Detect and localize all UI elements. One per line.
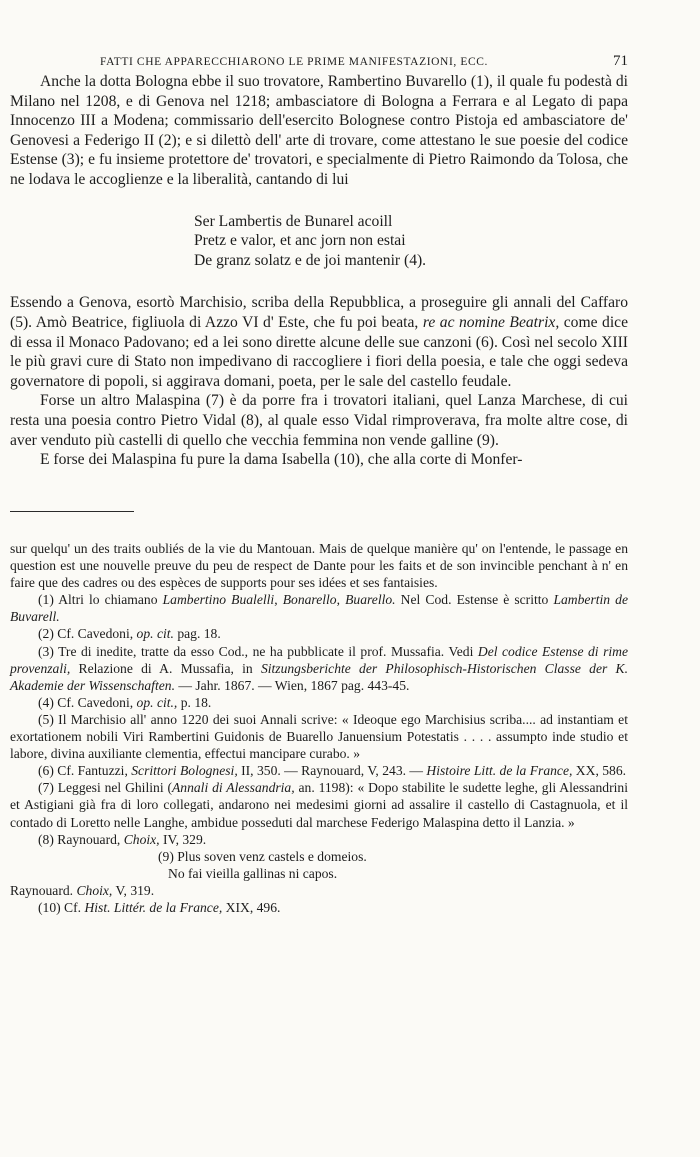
footnote-3 [10, 643, 628, 694]
footnote-9-source [10, 882, 628, 899]
fn9-verse-line-2: No fai vieilla gallinas ni capos. [168, 865, 338, 881]
verse-quotation [194, 212, 628, 271]
paragraph-4: E forse dei Malaspina fu pure la dama Isabella (10), che alla corte di Monfer- [40, 451, 523, 469]
fn6-text-b: II, 350. — Raynouard, V, 243. — [237, 763, 427, 779]
fn9-src-italic: Choix, [76, 882, 113, 898]
paragraph-2-part-b: come dice di essa il Monaco Padovano; ed a lei sono dirette alcune delle sue canzoni (6). Così nel secolo XIII le più gravi cure di Stato non impedivano di raccogliere i fiori della poesia, e tale che oggi sedeva governatore di popoli, si aggirava domani, poeta, per le sale del castello feudale. [10, 313, 629, 390]
page-number: 71 [613, 53, 628, 69]
footnote-5: (5) Il Marchisio all' anno 1220 dei suoi Annali scrive: « Ideoque ego Marchisius scriba.... ad instantiam et exortationem nobili Viri Rambertini Guidonis de Buarello Januensium Potestatis . . . . assumpto inde studio et labore, divina auxiliante clementia, effectui mancipare curabo. » [10, 711, 628, 762]
fn8-text-b: IV, 329. [159, 831, 207, 847]
fn9-src-text-a: Raynouard. [10, 882, 77, 898]
fn6-italic-2: Histoire Litt. de la France, [426, 763, 573, 779]
fn3-text-b: Relazione di A. Mussafia, in [70, 660, 261, 676]
fn3-italic-2: Sitzungsberichte der Philosophisch-Historischen Classe der K. Akademie der Wissenschaften. [10, 660, 628, 693]
fn6-italic-1: Scrittori Bolognesi, [131, 763, 238, 779]
fn8-italic: Choix, [123, 831, 160, 847]
fn1-text-a: (1) Altri lo chiamano [38, 592, 163, 608]
paragraph-2-part-a: Essendo a Genova, esortò Marchisio, scriba della Repubblica, a proseguire gli annali del Caffaro (5). Amò Beatrice, figliuola di Azzo VI d' Este, che fu poi beata, [10, 294, 628, 331]
paragraph-1: Anche la dotta Bologna ebbe il suo trovatore, Rambertino Buvarello (1), il quale fu podestà di Milano nel 1208, e di Genova nel 1218; ambasciatore di Bologna a Ferrara e al Legato di papa Innocenzo III a Modena; commissario dell'esercito Bolognese contro Pistoja ed ambasciatore de' Genovesi a Federigo II (2); e si dilettò dell' arte di trovare, come attestano le sue poesie del codice Estense (3); e fu insieme protettore de' trovatori, e specialmente di Pietro Raimondo da Tolosa, che ne lodava le accoglienze e la liberalità, cantando di lui [10, 73, 628, 188]
footnote-7 [10, 779, 628, 830]
fn1-text-b: Nel Cod. Estense è scritto [395, 592, 554, 608]
footnote-9-verse [158, 848, 628, 882]
footnote-8 [10, 831, 628, 848]
paragraph-2-italic: re ac nomine Beatrix, [422, 313, 560, 331]
fn2-text-b: pag. 18. [173, 626, 221, 642]
fn10-italic: Hist. Littér. de la France, [84, 899, 223, 915]
fn7-italic: Annali di Alessandria, [171, 780, 295, 796]
footnote-4 [10, 694, 628, 711]
fn7-text-a: (7) Leggesi nel Ghilini ( [38, 780, 172, 796]
fn7-text-b: an. 1198): « Dopo stabilite le sudette leghe, gli Alessandrini et Astigiani già fra di loro collegati, andarono nei medesimi giorni ad assalire il castello di Castagnuola, et il contado di Loretto nelle Langhe, ambidue posseduti dal marchese Federigo Malaspina detto il Lanzia. » [10, 780, 628, 830]
fn1-italic-2: Bonarello [282, 592, 337, 608]
fn3-text-a: (3) Tre di inedite, tratte da esso Cod., ne ha pubblicate il prof. Mussafia. Vedi [38, 643, 478, 659]
fn1-italic-3: Buarello. [345, 592, 396, 608]
fn3-text-c: — Jahr. 1867. — Wien, 1867 pag. 443-45. [174, 677, 410, 693]
verse-line-3: De granz solatz e de joi mantenir (4). [194, 251, 427, 269]
running-title: FATTI CHE APPARECCHIARONO LE PRIME MANIFESTAZIONI, ECC. [100, 56, 488, 68]
fn10-text-a: (10) Cf. [38, 899, 85, 915]
running-header [100, 53, 628, 70]
fn1-italic-1: Lambertino Bualelli [162, 592, 275, 608]
footnote-1 [10, 591, 628, 625]
fn4-text-a: (4) Cf. Cavedoni, [38, 694, 137, 710]
fn1-sep-2: , [336, 592, 346, 608]
fn8-text-a: (8) Raynouard, [38, 831, 124, 847]
fn6-text-a: (6) Cf. Fantuzzi, [38, 763, 132, 779]
main-text [10, 72, 628, 470]
fn9-verse-line-1: (9) Plus soven venz castels e domeios. [158, 848, 367, 864]
footnote-6 [10, 762, 628, 779]
footnote-continuation: sur quelqu' un des traits oubliés de la vie du Mantouan. Mais de quelque manière qu' on l'entende, le passage en question est une nouvelle preuve du peu de respect de Dante pour les faits et de son invincible penchant à n' en faire que des cadres ou des espèces de supports pour ses idées et ses fantaisies. [10, 541, 628, 591]
footnotes [10, 540, 628, 916]
fn1-sep-1: , [274, 592, 283, 608]
fn1-italic-4: Lambertin de Buvarell. [10, 592, 629, 625]
paragraph-2 [10, 293, 628, 391]
fn10-text-b: XIX, 496. [222, 899, 281, 915]
footnote-divider [10, 511, 134, 512]
paragraph-3: Forse un altro Malaspina (7) è da porre fra i trovatori italiani, quel Lanza Marchese, di cui resta una poesia contro Pietro Vidal (8), al quale esso Vidal rimproverava, fra molte altre cose, di aver venduto più castelli di quello che vecchia femmina non vende galline (9). [10, 392, 628, 449]
fn2-text-a: (2) Cf. Cavedoni, [38, 626, 137, 642]
fn4-text-b: p. 18. [177, 694, 212, 710]
fn3-italic-1: Del codice Estense di rime provenzali, [10, 643, 628, 676]
fn6-text-c: XX, 586. [572, 763, 627, 779]
verse-line-1: Ser Lambertis de Bunarel acoill [194, 212, 393, 230]
fn9-src-text-b: V, 319. [112, 882, 155, 898]
verse-line-2: Pretz e valor, et anc jorn non estai [194, 232, 406, 250]
footnote-2 [10, 625, 628, 642]
fn2-italic: op. cit. [136, 626, 174, 642]
footnote-10 [10, 899, 628, 916]
fn4-italic: op. cit., [136, 694, 178, 710]
